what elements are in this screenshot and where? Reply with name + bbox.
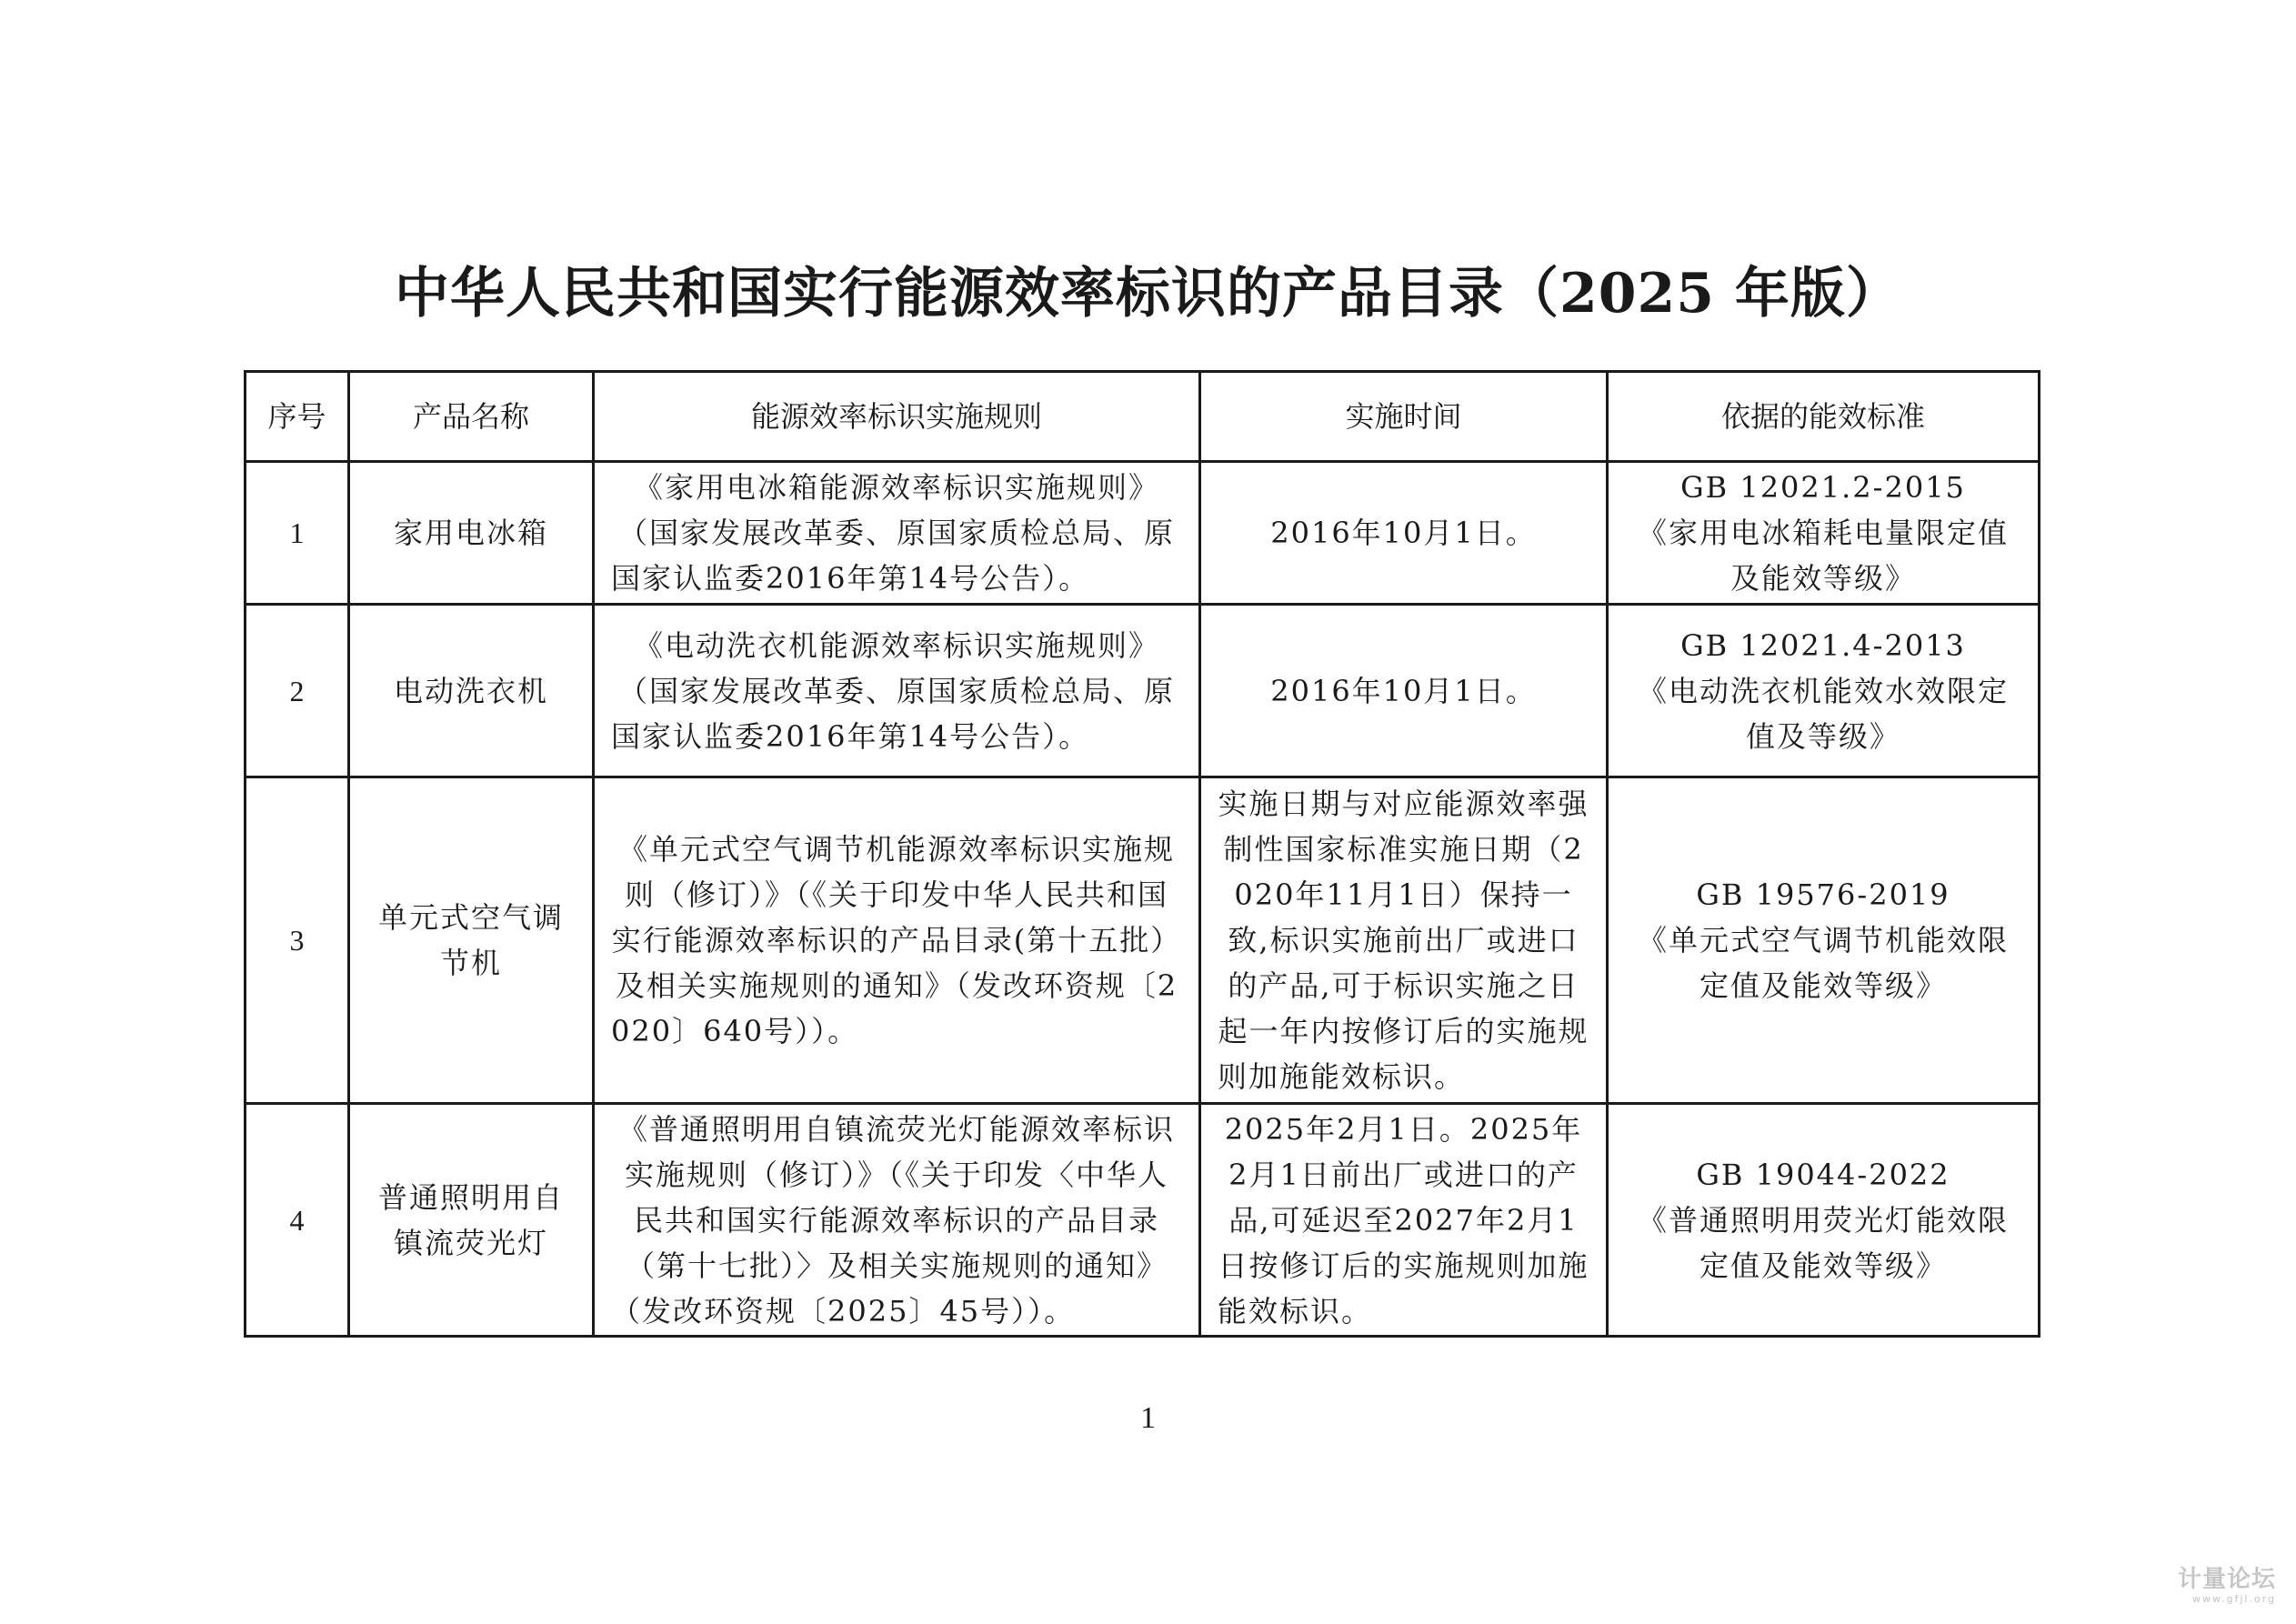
table-row [246, 777, 2040, 1104]
header-product: 产品名称 [349, 372, 594, 462]
row-index: 1 [246, 462, 349, 605]
rule-text: 《家用电冰箱能源效率标识实施规则》（国家发展改革委、原国家质检总局、原国家认监委2016年第14号公告）。 [594, 462, 1200, 605]
table-row [246, 605, 2040, 777]
header-index: 序号 [246, 372, 349, 462]
page-number: 1 [1140, 1401, 1156, 1435]
standard-code: GB 19044-2022 [1696, 1157, 1950, 1192]
standard-name: 《普通照明用荧光灯能效限定值及能效等级》 [1637, 1202, 2009, 1283]
standard-name: 《电动洗衣机能效水效限定值及等级》 [1637, 673, 2009, 754]
implementation-date: 2016年10月1日。 [1200, 605, 1608, 777]
header-standard: 依据的能效标准 [1608, 372, 2040, 462]
row-index: 4 [246, 1104, 349, 1337]
implementation-date: 实施日期与对应能源效率强制性国家标准实施日期（2020年11月1日）保持一致,标识实施前出厂或进口的产品,可于标识实施之日起一年内按修订后的实施规则加施能效标识。 [1200, 777, 1608, 1104]
header-date: 实施时间 [1200, 372, 1608, 462]
rule-text: 《单元式空气调节机能源效率标识实施规则（修订）》（《关于印发中华人民共和国实行能源效率标识的产品目录(第十五批）及相关实施规则的通知》（发改环资规〔2020〕640号））。 [594, 777, 1200, 1104]
watermark-domain: www.gfjl.org [2192, 1593, 2276, 1605]
product-name: 普通照明用自镇流荧光灯 [349, 1104, 594, 1337]
row-index: 2 [246, 605, 349, 777]
standard-cell [1608, 462, 2040, 605]
product-catalog-table [244, 370, 2040, 1338]
product-name: 单元式空气调节机 [349, 777, 594, 1104]
standard-name: 《家用电冰箱耗电量限定值及能效等级》 [1637, 516, 2009, 596]
header-rule: 能源效率标识实施规则 [594, 372, 1200, 462]
standard-code: GB 19576-2019 [1696, 877, 1950, 912]
rule-text: 《电动洗衣机能源效率标识实施规则》（国家发展改革委、原国家质检总局、原国家认监委2016年第14号公告）。 [594, 605, 1200, 777]
standard-cell [1608, 777, 2040, 1104]
document-title: 中华人民共和国实行能源效率标识的产品目录（2025 年版） [395, 262, 1901, 326]
standard-name: 《单元式空气调节机能效限定值及能效等级》 [1637, 923, 2009, 1003]
standard-cell [1608, 605, 2040, 777]
implementation-date: 2025年2月1日。2025年2月1日前出厂或进口的产品,可延迟至2027年2月1日按修订后的实施规则加施能效标识。 [1200, 1104, 1608, 1337]
standard-code: GB 12021.2-2015 [1680, 470, 1966, 505]
standard-code: GB 12021.4-2013 [1680, 627, 1966, 663]
implementation-date: 2016年10月1日。 [1200, 462, 1608, 605]
watermark-mark: 计量论坛 [2177, 1566, 2276, 1593]
product-name: 电动洗衣机 [349, 605, 594, 777]
rule-text: 《普通照明用自镇流荧光灯能源效率标识实施规则（修订）》（《关于印发〈中华人民共和国实行能源效率标识的产品目录（第十七批）〉及相关实施规则的通知》（发改环资规〔2025〕45号））。 [594, 1104, 1200, 1337]
table-header-row [246, 372, 2040, 462]
table-row [246, 1104, 2040, 1337]
watermark-logo [2176, 1566, 2276, 1608]
standard-cell [1608, 1104, 2040, 1337]
row-index: 3 [246, 777, 349, 1104]
table-row [246, 462, 2040, 605]
product-name: 家用电冰箱 [349, 462, 594, 605]
